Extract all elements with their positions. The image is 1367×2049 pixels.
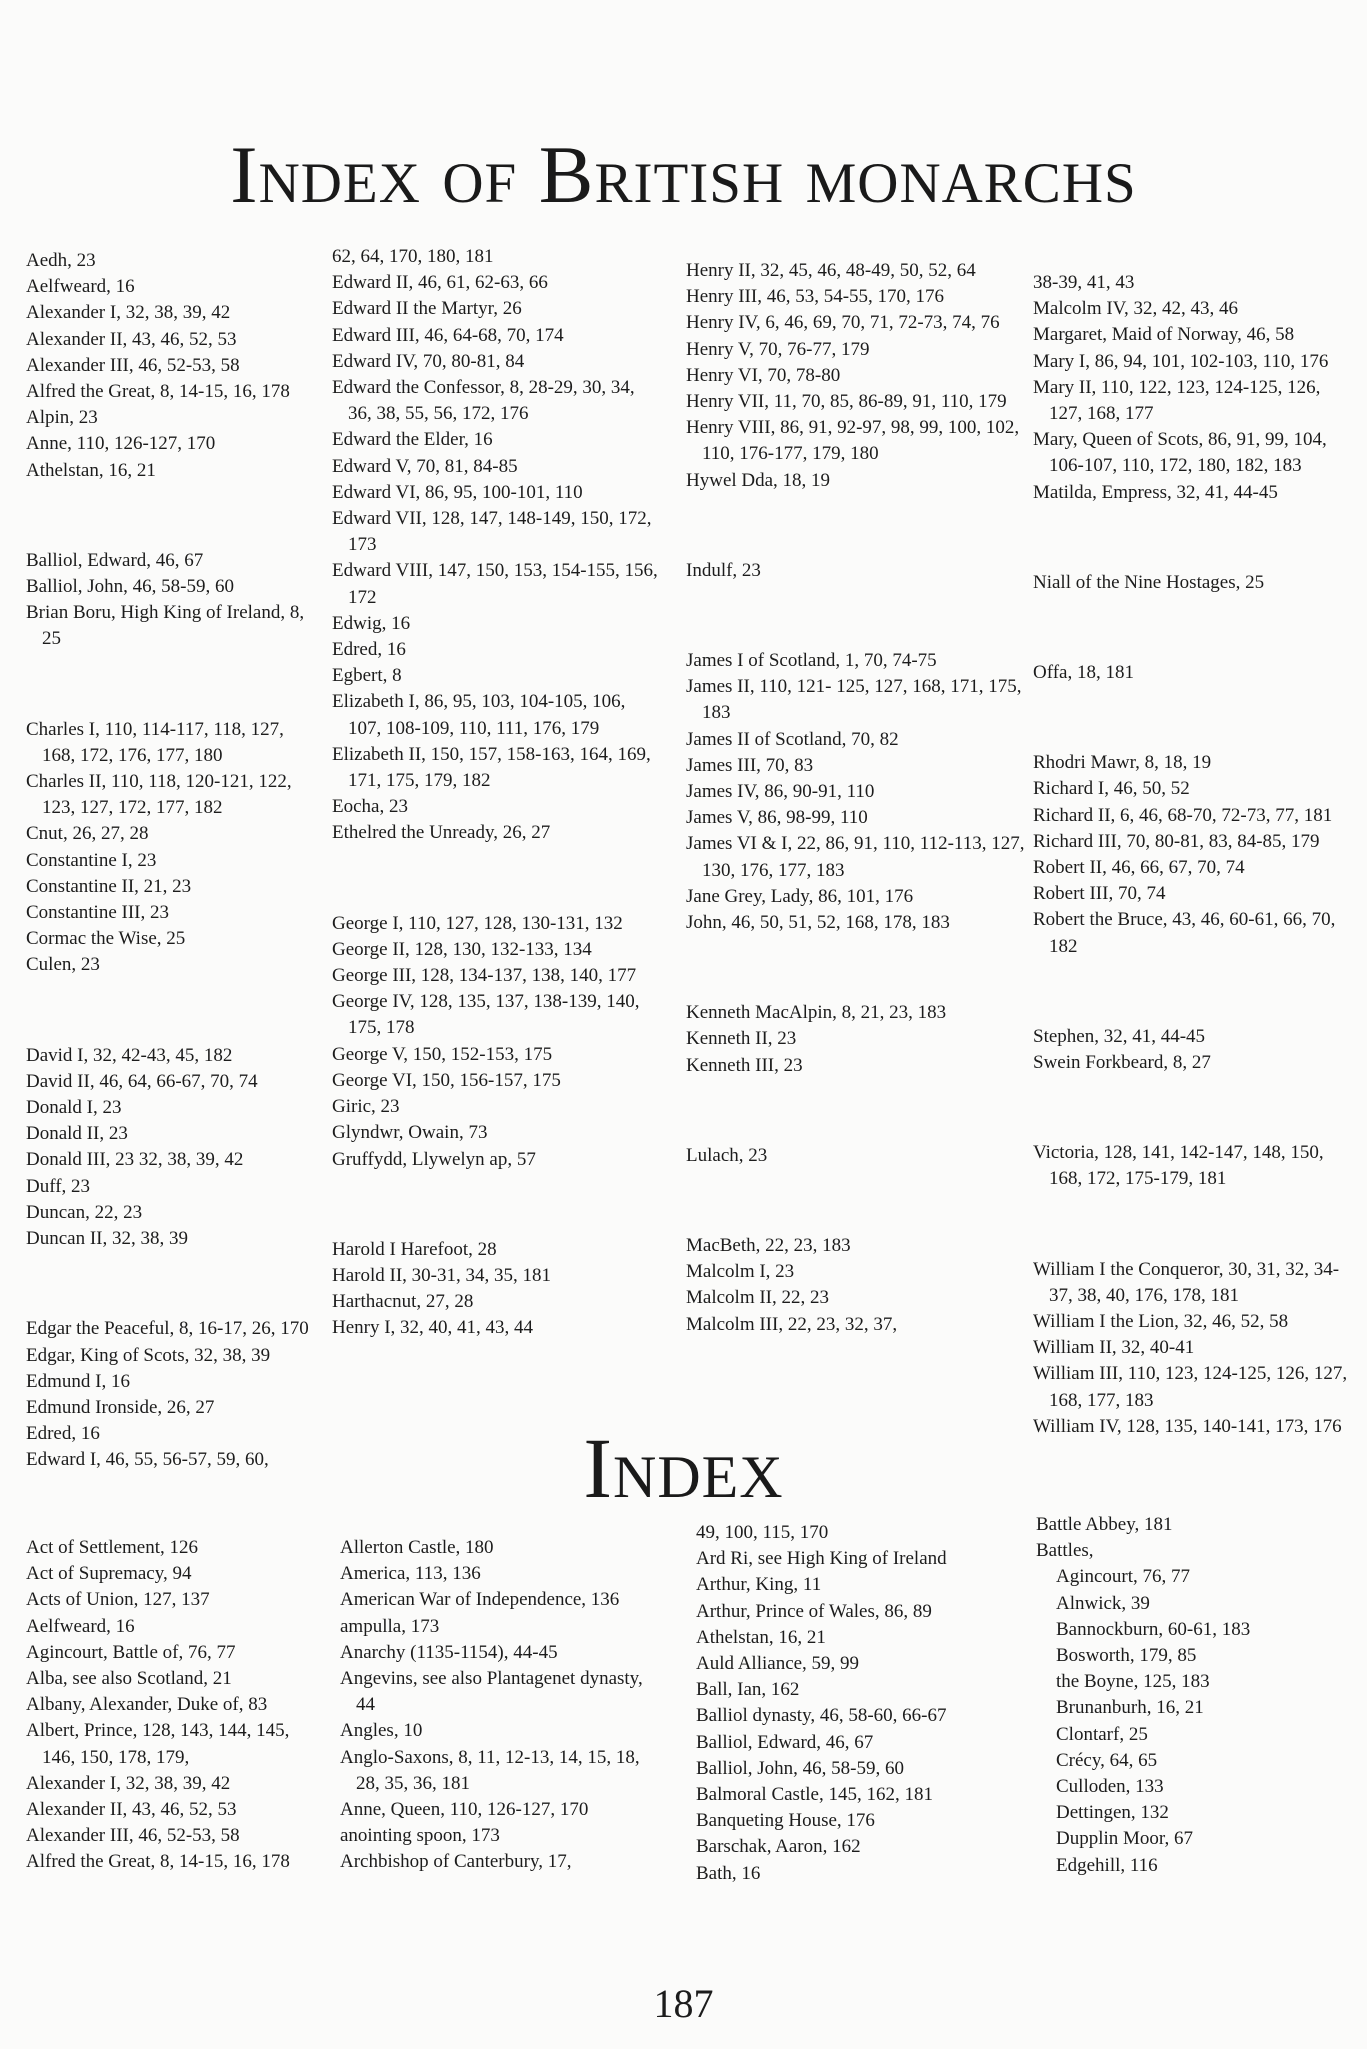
index-entry: Banqueting House, 176	[696, 1810, 875, 1832]
index-entry: Angevins, see also Plantagenet dynasty, 44	[340, 1668, 643, 1716]
section-gap	[332, 1192, 662, 1218]
index-entry: William III, 110, 123, 124-125, 126, 127, 168, 177, 183	[1033, 1363, 1348, 1411]
index-entry: William II, 32, 40-41	[1033, 1337, 1195, 1359]
index-entry: Richard I, 46, 50, 52	[1033, 778, 1190, 800]
section-gap	[1033, 705, 1353, 731]
index-entry: anointing spoon, 173	[340, 1825, 500, 1847]
index-entry: Richard II, 6, 46, 68-70, 72-73, 77, 181	[1033, 804, 1333, 826]
index-entry: Alba, see also Scotland, 21	[26, 1668, 232, 1690]
index-entry: Athelstan, 16, 21	[26, 459, 156, 481]
index-entry: George V, 150, 152-153, 175	[332, 1043, 553, 1065]
index-entry: Clontarf, 25	[1056, 1723, 1148, 1745]
index-entry: Arthur, Prince of Wales, 86, 89	[696, 1600, 932, 1622]
index-entry: George II, 128, 130, 132-133, 134	[332, 938, 592, 960]
index-entry: ampulla, 173	[340, 1615, 440, 1637]
index-entry: Donald III, 23 32, 38, 39, 42	[26, 1149, 244, 1171]
index-entry: Duff, 23	[26, 1175, 91, 1197]
index-entry: Henry III, 46, 53, 54-55, 170, 176	[686, 286, 945, 308]
index-entry: Donald I, 23	[26, 1097, 122, 1119]
general-index-title: Index	[583, 1420, 784, 1516]
index-entry: Harold II, 30-31, 34, 35, 181	[332, 1264, 551, 1286]
index-entry: Harthacnut, 27, 28	[332, 1291, 474, 1313]
index-entry: Gruffydd, Llywelyn ap, 57	[332, 1148, 536, 1170]
index-entry: David I, 32, 42-43, 45, 182	[26, 1044, 233, 1066]
index-entry: 49, 100, 115, 170	[696, 1522, 829, 1543]
index-entry: Edward III, 46, 64-68, 70, 174	[332, 324, 564, 346]
index-entry: William I the Conqueror, 30, 31, 32, 34-37, 38, 40, 176, 178, 181	[1033, 1258, 1340, 1306]
monarchs-column-3	[686, 258, 1026, 1338]
index-entry: Anarchy (1135-1154), 44-45	[340, 1641, 558, 1663]
index-entry: Swein Forkbeard, 8, 27	[1033, 1052, 1211, 1074]
index-entry: Robert II, 46, 66, 67, 70, 74	[1033, 857, 1245, 879]
page-number: 187	[653, 1981, 714, 2026]
index-entry: Battle Abbey, 181	[1036, 1514, 1173, 1535]
index-entry: Charles I, 110, 114-117, 118, 127, 168, 172, 176, 177, 180	[26, 718, 284, 766]
index-column-3	[696, 1520, 1006, 1887]
index-entry: Anne, Queen, 110, 126-127, 170	[340, 1799, 589, 1821]
index-entry: George IV, 128, 135, 137, 138-139, 140, 175, 178	[332, 991, 640, 1039]
index-entry: Angles, 10	[340, 1720, 423, 1742]
index-entry: Edred, 16	[26, 1423, 100, 1445]
index-entry: William IV, 128, 135, 140-141, 173, 176	[1033, 1415, 1342, 1437]
index-entry: Edward IV, 70, 80-81, 84	[332, 350, 525, 372]
index-entry: Edred, 16	[332, 639, 406, 661]
index-entry: Eochа, 23	[332, 796, 408, 818]
index-entry: Edgehill, 116	[1056, 1854, 1158, 1876]
section-gap	[1033, 1095, 1353, 1121]
section-gap	[26, 672, 316, 698]
index-entry: Balliol, John, 46, 58-59, 60	[26, 576, 234, 598]
index-entry: Allerton Castle, 180	[340, 1537, 494, 1558]
index-entry: James II, 110, 121- 125, 127, 168, 171, 175, 183	[686, 676, 1022, 724]
index-entry: Edgar the Peaceful, 8, 16-17, 26, 170	[26, 1318, 309, 1340]
index-entry: Balliol, Edward, 46, 67	[696, 1731, 874, 1753]
index-entry: Edward II the Martyr, 26	[332, 298, 522, 320]
index-entry: Edward VIII, 147, 150, 153, 154-155, 156, 172	[332, 560, 658, 608]
index-entry: Brian Boru, High King of Ireland, 8, 25	[26, 602, 305, 650]
index-entry: Niall of the Nine Hostages, 25	[1033, 571, 1265, 593]
index-entry: Cormac the Wise, 25	[26, 928, 186, 950]
index-entry: Henry I, 32, 40, 41, 43, 44	[332, 1317, 534, 1339]
index-entry: Culloden, 133	[1056, 1776, 1164, 1798]
index-entry: American War of Independence, 136	[340, 1589, 620, 1611]
monarchs-column-1	[26, 248, 316, 1474]
section-gap	[1033, 615, 1353, 641]
index-entry: David II, 46, 64, 66-67, 70, 74	[26, 1070, 258, 1092]
index-entry: Henry V, 70, 76-77, 179	[686, 338, 870, 360]
index-entry: Mary II, 110, 122, 123, 124-125, 126, 127, 168, 177	[1033, 376, 1321, 425]
index-entry: Harold I Harefoot, 28	[332, 1238, 497, 1260]
index-entry: Athelstan, 16, 21	[696, 1626, 826, 1648]
index-entry: Edward II, 46, 61, 62-63, 66	[332, 272, 548, 294]
index-entry: Crécy, 64, 65	[1056, 1749, 1158, 1771]
index-entry: George I, 110, 127, 128, 130-131, 132	[332, 912, 623, 934]
section-gap	[332, 866, 662, 892]
index-entry: Balliol, John, 46, 58-59, 60	[696, 1757, 904, 1779]
index-entry: Malcolm III, 22, 23, 32, 37,	[686, 1313, 898, 1335]
index-entry: Mary I, 86, 94, 101, 102-103, 110, 176	[1033, 350, 1329, 372]
index-entry: Margaret, Maid of Norway, 46, 58	[1033, 324, 1295, 346]
index-entry: Hywel Dda, 18, 19	[686, 469, 831, 491]
section-gap	[1033, 525, 1353, 551]
index-entry: James I of Scotland, 1, 70, 74-75	[686, 650, 937, 672]
index-entry: Mary, Queen of Scots, 86, 91, 99, 104, 106-107, 110, 172, 180, 182, 183	[1033, 429, 1327, 477]
index-entry: Alexander I, 32, 38, 39, 42	[26, 302, 231, 324]
index-entry: Acts of Union, 127, 137	[26, 1589, 210, 1611]
index-entry: Balliol, Edward, 46, 67	[26, 549, 204, 571]
index-entry: Culen, 23	[26, 954, 100, 976]
index-entry: Anne, 110, 126-127, 170	[26, 433, 216, 455]
index-entry: Donald II, 23	[26, 1123, 128, 1145]
index-entry: Henry VII, 11, 70, 85, 86-89, 91, 110, 179	[686, 391, 1007, 413]
index-entry: 62, 64, 170, 180, 181	[332, 246, 494, 267]
section-gap	[26, 503, 316, 529]
index-entry: Edward the Elder, 16	[332, 429, 493, 451]
index-entry: Giric, 23	[332, 1096, 400, 1118]
index-entry: Edmund I, 16	[26, 1370, 130, 1392]
index-entry: Matilda, Empress, 32, 41, 44-45	[1033, 481, 1278, 503]
index-entry: Elizabeth II, 150, 157, 158-163, 164, 169, 171, 175, 179, 182	[332, 743, 651, 792]
index-entry: Duncan II, 32, 38, 39	[26, 1228, 188, 1250]
index-entry: Alexander III, 46, 52-53, 58	[26, 1825, 240, 1847]
index-entry: Dettingen, 132	[1056, 1802, 1169, 1824]
index-entry: Kenneth MacAlpin, 8, 21, 23, 183	[686, 1002, 947, 1024]
index-entry: Agincourt, 76, 77	[1056, 1566, 1191, 1588]
index-entry: Alfred the Great, 8, 14-15, 16, 178	[26, 1851, 290, 1873]
index-entry: MacBeth, 22, 23, 183	[686, 1235, 851, 1257]
index-entry: Act of Settlement, 126	[26, 1537, 199, 1558]
index-entry: Malcolm I, 23	[686, 1261, 795, 1283]
index-entry: America, 113, 136	[340, 1563, 481, 1585]
index-entry: James VI & I, 22, 86, 91, 110, 112-113, 127, 130, 176, 177, 183	[686, 833, 1025, 881]
index-entry: Victoria, 128, 141, 142-147, 148, 150, 168, 172, 175-179, 181	[1033, 1142, 1324, 1190]
index-entry: Henry VI, 70, 78-80	[686, 364, 841, 386]
index-entry: Robert III, 70, 74	[1033, 883, 1166, 905]
index-entry: Alexander II, 43, 46, 52, 53	[26, 328, 237, 350]
monarchs-column-4	[1033, 270, 1353, 1440]
index-entry: Charles II, 110, 118, 120-121, 122, 123, 127, 172, 177, 182	[26, 771, 292, 819]
index-entry: Bannockburn, 60-61, 183	[1056, 1618, 1251, 1640]
index-entry: Albany, Alexander, Duke of, 83	[26, 1694, 268, 1716]
index-entry: Stephen, 32, 41, 44-45	[1033, 1025, 1206, 1047]
index-entry: Alfred the Great, 8, 14-15, 16, 178	[26, 381, 290, 403]
index-entry: Agincourt, Battle of, 76, 77	[26, 1641, 236, 1663]
index-entry: James IV, 86, 90-91, 110	[686, 781, 875, 803]
index-entry: Duncan, 22, 23	[26, 1201, 143, 1223]
index-entry: Malcolm II, 22, 23	[686, 1287, 830, 1309]
index-entry: Alexander III, 46, 52-53, 58	[26, 354, 240, 376]
index-entry: the Boyne, 125, 183	[1056, 1671, 1210, 1693]
index-entry: James II of Scotland, 70, 82	[686, 728, 899, 750]
index-entry: Egbert, 8	[332, 665, 402, 687]
index-entry: Brunanburh, 16, 21	[1056, 1697, 1204, 1719]
index-entry: Alexander II, 43, 46, 52, 53	[26, 1799, 237, 1821]
section-gap	[1033, 1212, 1353, 1238]
index-column-4	[1036, 1512, 1346, 1879]
index-entry: Aelfweard, 16	[26, 1615, 135, 1637]
index-entry: Henry VIII, 86, 91, 92-97, 98, 99, 100, 102, 110, 176-177, 179, 180	[686, 417, 1020, 465]
index-entry: Dupplin Moor, 67	[1056, 1828, 1193, 1850]
index-entry: Jane Grey, Lady, 86, 101, 176	[686, 885, 914, 907]
index-entry: Henry II, 32, 45, 46, 48-49, 50, 52, 64	[686, 260, 976, 281]
index-entry: Ard Ri, see High King of Ireland	[696, 1548, 947, 1570]
section-gap	[686, 603, 1026, 629]
index-entry: Edward VI, 86, 95, 100-101, 110	[332, 481, 583, 503]
index-entry: Edwig, 16	[332, 612, 411, 634]
monarchs-index-title: Index of British monarchs	[230, 129, 1137, 220]
index-entry: Aelfweard, 16	[26, 276, 135, 298]
index-entry: Cnut, 26, 27, 28	[26, 823, 149, 845]
index-entry: Kenneth III, 23	[686, 1054, 803, 1076]
section-gap	[686, 1188, 1026, 1214]
index-entry: Indulf, 23	[686, 559, 761, 581]
index-entry: Arthur, King, 11	[696, 1574, 822, 1596]
index-entry: 38-39, 41, 43	[1033, 272, 1135, 293]
section-gap	[686, 513, 1026, 539]
section-gap	[686, 1098, 1026, 1124]
index-entry: Edgar, King of Scots, 32, 38, 39	[26, 1344, 271, 1366]
index-entry: John, 46, 50, 51, 52, 168, 178, 183	[686, 912, 950, 934]
index-entry: Auld Alliance, 59, 99	[696, 1653, 860, 1675]
index-entry: Anglo-Saxons, 8, 11, 12-13, 14, 15, 18, 28, 35, 36, 181	[340, 1746, 640, 1794]
index-entry: Richard III, 70, 80-81, 83, 84-85, 179	[1033, 830, 1320, 852]
index-entry: Ethelred the Unready, 26, 27	[332, 822, 551, 844]
section-gap	[26, 998, 316, 1024]
index-entry: Alpin, 23	[26, 407, 98, 429]
index-entry: Balliol dynasty, 46, 58-60, 66-67	[696, 1705, 947, 1727]
index-entry: Henry IV, 6, 46, 69, 70, 71, 72-73, 74, 76	[686, 312, 1000, 334]
index-entry: Elizabeth I, 86, 95, 103, 104-105, 106, 107, 108-109, 110, 111, 176, 179	[332, 691, 626, 739]
index-entry: Robert the Bruce, 43, 46, 60-61, 66, 70, 182	[1033, 909, 1336, 957]
index-entry: Ball, Ian, 162	[696, 1679, 800, 1701]
index-entry: James V, 86, 98-99, 110	[686, 807, 868, 829]
index-entry: Alnwick, 39	[1056, 1592, 1150, 1614]
index-entry: Edward the Confessor, 8, 28-29, 30, 34, 36, 38, 55, 56, 172, 176	[332, 377, 635, 425]
index-column-1	[26, 1535, 316, 1876]
index-entry: Edmund Ironside, 26, 27	[26, 1396, 215, 1418]
section-gap	[26, 1271, 316, 1297]
index-entry: George III, 128, 134-137, 138, 140, 177	[332, 965, 637, 987]
index-entry: Battles,	[1036, 1540, 1094, 1562]
index-entry: Edward VII, 128, 147, 148-149, 150, 172, 173	[332, 508, 652, 556]
index-entry: Lulach, 23	[686, 1144, 768, 1166]
index-entry: Alexander I, 32, 38, 39, 42	[26, 1772, 231, 1794]
index-entry: George VI, 150, 156-157, 175	[332, 1069, 561, 1091]
index-entry: Kenneth II, 23	[686, 1028, 797, 1050]
index-entry: Albert, Prince, 128, 143, 144, 145, 146, 150, 178, 179,	[26, 1720, 290, 1768]
monarchs-column-2	[332, 244, 662, 1342]
index-entry: Barschak, Aaron, 162	[696, 1836, 861, 1858]
index-entry: Aedh, 23	[26, 250, 96, 271]
index-entry: Edward V, 70, 81, 84-85	[332, 455, 518, 477]
index-entry: Constantine II, 21, 23	[26, 875, 192, 897]
index-entry: Act of Supremacy, 94	[26, 1563, 192, 1585]
index-entry: Constantine III, 23	[26, 902, 170, 924]
index-entry: Offa, 18, 181	[1033, 662, 1134, 684]
index-entry: Glyndwr, Owain, 73	[332, 1122, 488, 1144]
index-entry: Bath, 16	[696, 1862, 761, 1884]
index-entry: Malcolm IV, 32, 42, 43, 46	[1033, 298, 1238, 320]
index-entry: Balmoral Castle, 145, 162, 181	[696, 1784, 933, 1806]
index-entry: Bosworth, 179, 85	[1056, 1645, 1197, 1667]
section-gap	[686, 955, 1026, 981]
index-entry: Rhodri Mawr, 8, 18, 19	[1033, 752, 1212, 774]
index-entry: Constantine I, 23	[26, 849, 157, 871]
section-gap	[1033, 979, 1353, 1005]
index-column-2	[340, 1535, 660, 1876]
index-entry: James III, 70, 83	[686, 754, 814, 776]
index-entry: William I the Lion, 32, 46, 52, 58	[1033, 1311, 1289, 1333]
index-entry: Archbishop of Canterbury, 17,	[340, 1851, 572, 1873]
index-entry: Edward I, 46, 55, 56-57, 59, 60,	[26, 1449, 269, 1471]
